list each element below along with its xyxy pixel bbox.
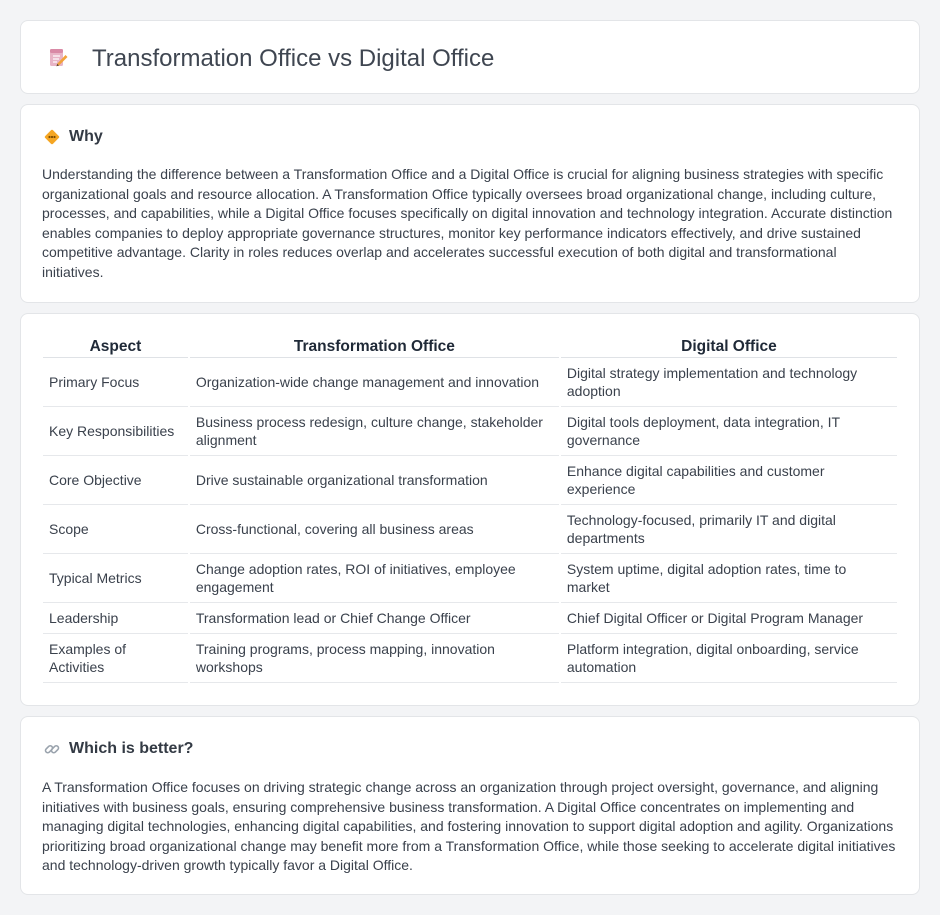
table-row	[43, 505, 897, 554]
transformation-cell: Training programs, process mapping, innovation workshops	[190, 634, 559, 683]
better-paragraph: A Transformation Office focuses on driving strategic change across an organization through project oversight, governance, and aligning initiatives with business goals, ensuring comprehensive business transformation. A Digital Office concentrates on implementing and managing digital technologies, enhancing digital capabilities, and fostering innovation to support digital adoption and agility. Organizations prioritizing broad organizational change may benefit more from a Transformation Office, while those seeking to accelerate digital initiatives and technology-driven growth typically favor a Digital Office.	[42, 779, 896, 873]
transformation-cell: Transformation lead or Chief Change Officer	[190, 603, 559, 634]
header-card	[20, 20, 920, 94]
why-heading	[43, 126, 103, 148]
digital-cell: Platform integration, digital onboarding, service automation	[561, 634, 897, 683]
digital-cell: System uptime, digital adoption rates, time to market	[561, 554, 897, 603]
table-row	[43, 407, 897, 456]
table-row	[43, 603, 897, 634]
better-title: Which is better?	[69, 740, 194, 757]
header-aspect: Aspect	[43, 336, 188, 358]
diamond-warning-icon	[43, 128, 61, 146]
aspect-cell: Typical Metrics	[43, 554, 188, 603]
aspect-cell: Leadership	[43, 603, 188, 634]
comparison-table	[41, 336, 899, 683]
digital-cell: Technology-focused, primarily IT and digital departments	[561, 505, 897, 554]
table-row	[43, 358, 897, 407]
transformation-cell: Drive sustainable organizational transformation	[190, 456, 559, 505]
digital-cell: Digital tools deployment, data integration, IT governance	[561, 407, 897, 456]
digital-cell: Enhance digital capabilities and customer experience	[561, 456, 897, 505]
digital-cell: Digital strategy implementation and technology adoption	[561, 358, 897, 407]
better-heading	[43, 738, 193, 760]
transformation-cell: Organization-wide change management and innovation	[190, 358, 559, 407]
aspect-cell: Primary Focus	[43, 358, 188, 407]
document-pencil-icon	[47, 47, 69, 69]
transformation-cell: Cross-functional, covering all business areas	[190, 505, 559, 554]
why-title: Why	[69, 128, 103, 145]
aspect-cell: Core Objective	[43, 456, 188, 505]
table-header-row	[43, 336, 897, 358]
aspect-cell: Key Responsibilities	[43, 407, 188, 456]
why-section	[20, 104, 920, 303]
table-row	[43, 634, 897, 683]
transformation-cell: Change adoption rates, ROI of initiatives, employee engagement	[190, 554, 559, 603]
table-row	[43, 554, 897, 603]
aspect-cell: Scope	[43, 505, 188, 554]
table-row	[43, 456, 897, 505]
which-is-better-section	[20, 716, 920, 895]
header-digital-office: Digital Office	[561, 336, 897, 358]
why-paragraph: Understanding the difference between a Transformation Office and a Digital Office is crucial for aligning business strategies with specific organizational goals and resource allocation. A Transformation Office typically oversees broad organizational change, including culture, processes, and capabilities, while a Digital Office focuses specifically on digital innovation and technology integration. Accurate distinction enables companies to deploy appropriate governance structures, monitor key performance indicators effectively, and drive sustained competitive advantage. Clarity in roles reduces overlap and accelerates successful execution of both digital and transformational initiatives.	[42, 166, 893, 280]
page-title: Transformation Office vs Digital Office	[92, 45, 495, 72]
link-icon	[43, 740, 61, 758]
transformation-cell: Business process redesign, culture change, stakeholder alignment	[190, 407, 559, 456]
aspect-cell: Examples of Activities	[43, 634, 188, 683]
comparison-card	[20, 313, 920, 706]
digital-cell: Chief Digital Officer or Digital Program Manager	[561, 603, 897, 634]
header-transformation-office: Transformation Office	[190, 336, 559, 358]
